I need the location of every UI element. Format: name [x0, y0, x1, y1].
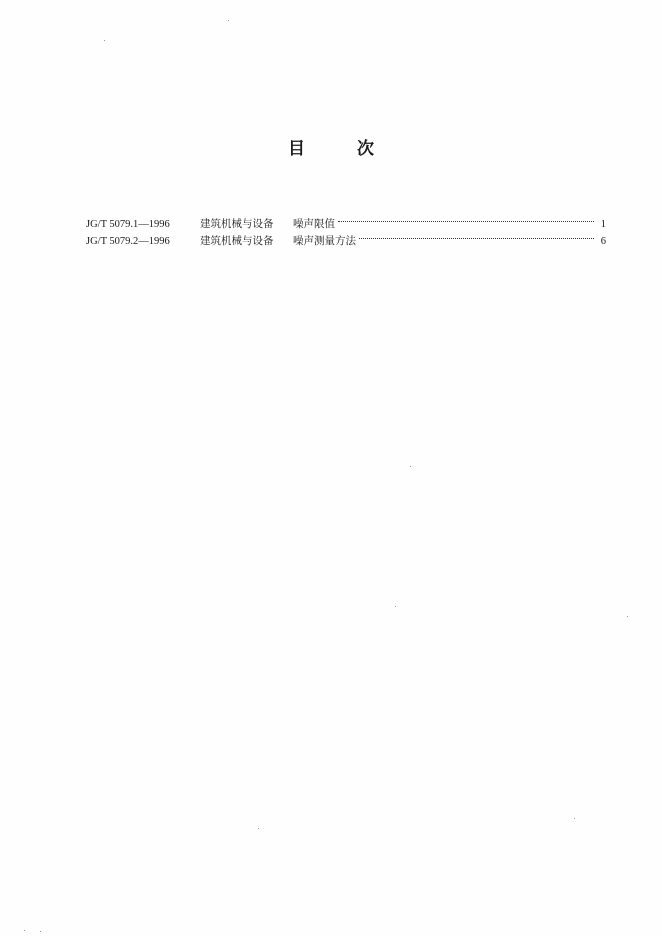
toc-entry-series: 建筑机械与设备: [200, 218, 274, 230]
toc-title: [0, 134, 662, 159]
toc-entry-leader: [359, 227, 596, 244]
toc-entry-page: 6: [600, 236, 606, 247]
toc-entry-code: JG/T 5079.2—1996: [86, 236, 170, 247]
toc-entry-series: 建筑机械与设备: [200, 235, 274, 247]
scan-speck: [40, 931, 41, 932]
toc-entry[interactable]: [86, 210, 606, 230]
toc-entry-page: 1: [600, 219, 606, 230]
toc-title-char-1: 目: [288, 139, 305, 159]
scan-speck: [258, 828, 259, 829]
scan-speck: [228, 20, 229, 21]
toc-entry-part: 噪声限值: [293, 218, 335, 230]
scan-speck: [104, 40, 105, 41]
toc-list: [86, 210, 606, 247]
toc-entry-part: 噪声测量方法: [293, 235, 356, 247]
scan-speck: [574, 818, 575, 819]
scan-speck: [395, 606, 396, 607]
scan-speck: [24, 930, 25, 931]
scan-speck: [627, 616, 628, 617]
scan-speck: [410, 466, 411, 467]
toc-entry-code: JG/T 5079.1—1996: [86, 219, 170, 230]
toc-entry-leader: [338, 210, 596, 227]
toc-title-char-2: 次: [357, 139, 374, 159]
